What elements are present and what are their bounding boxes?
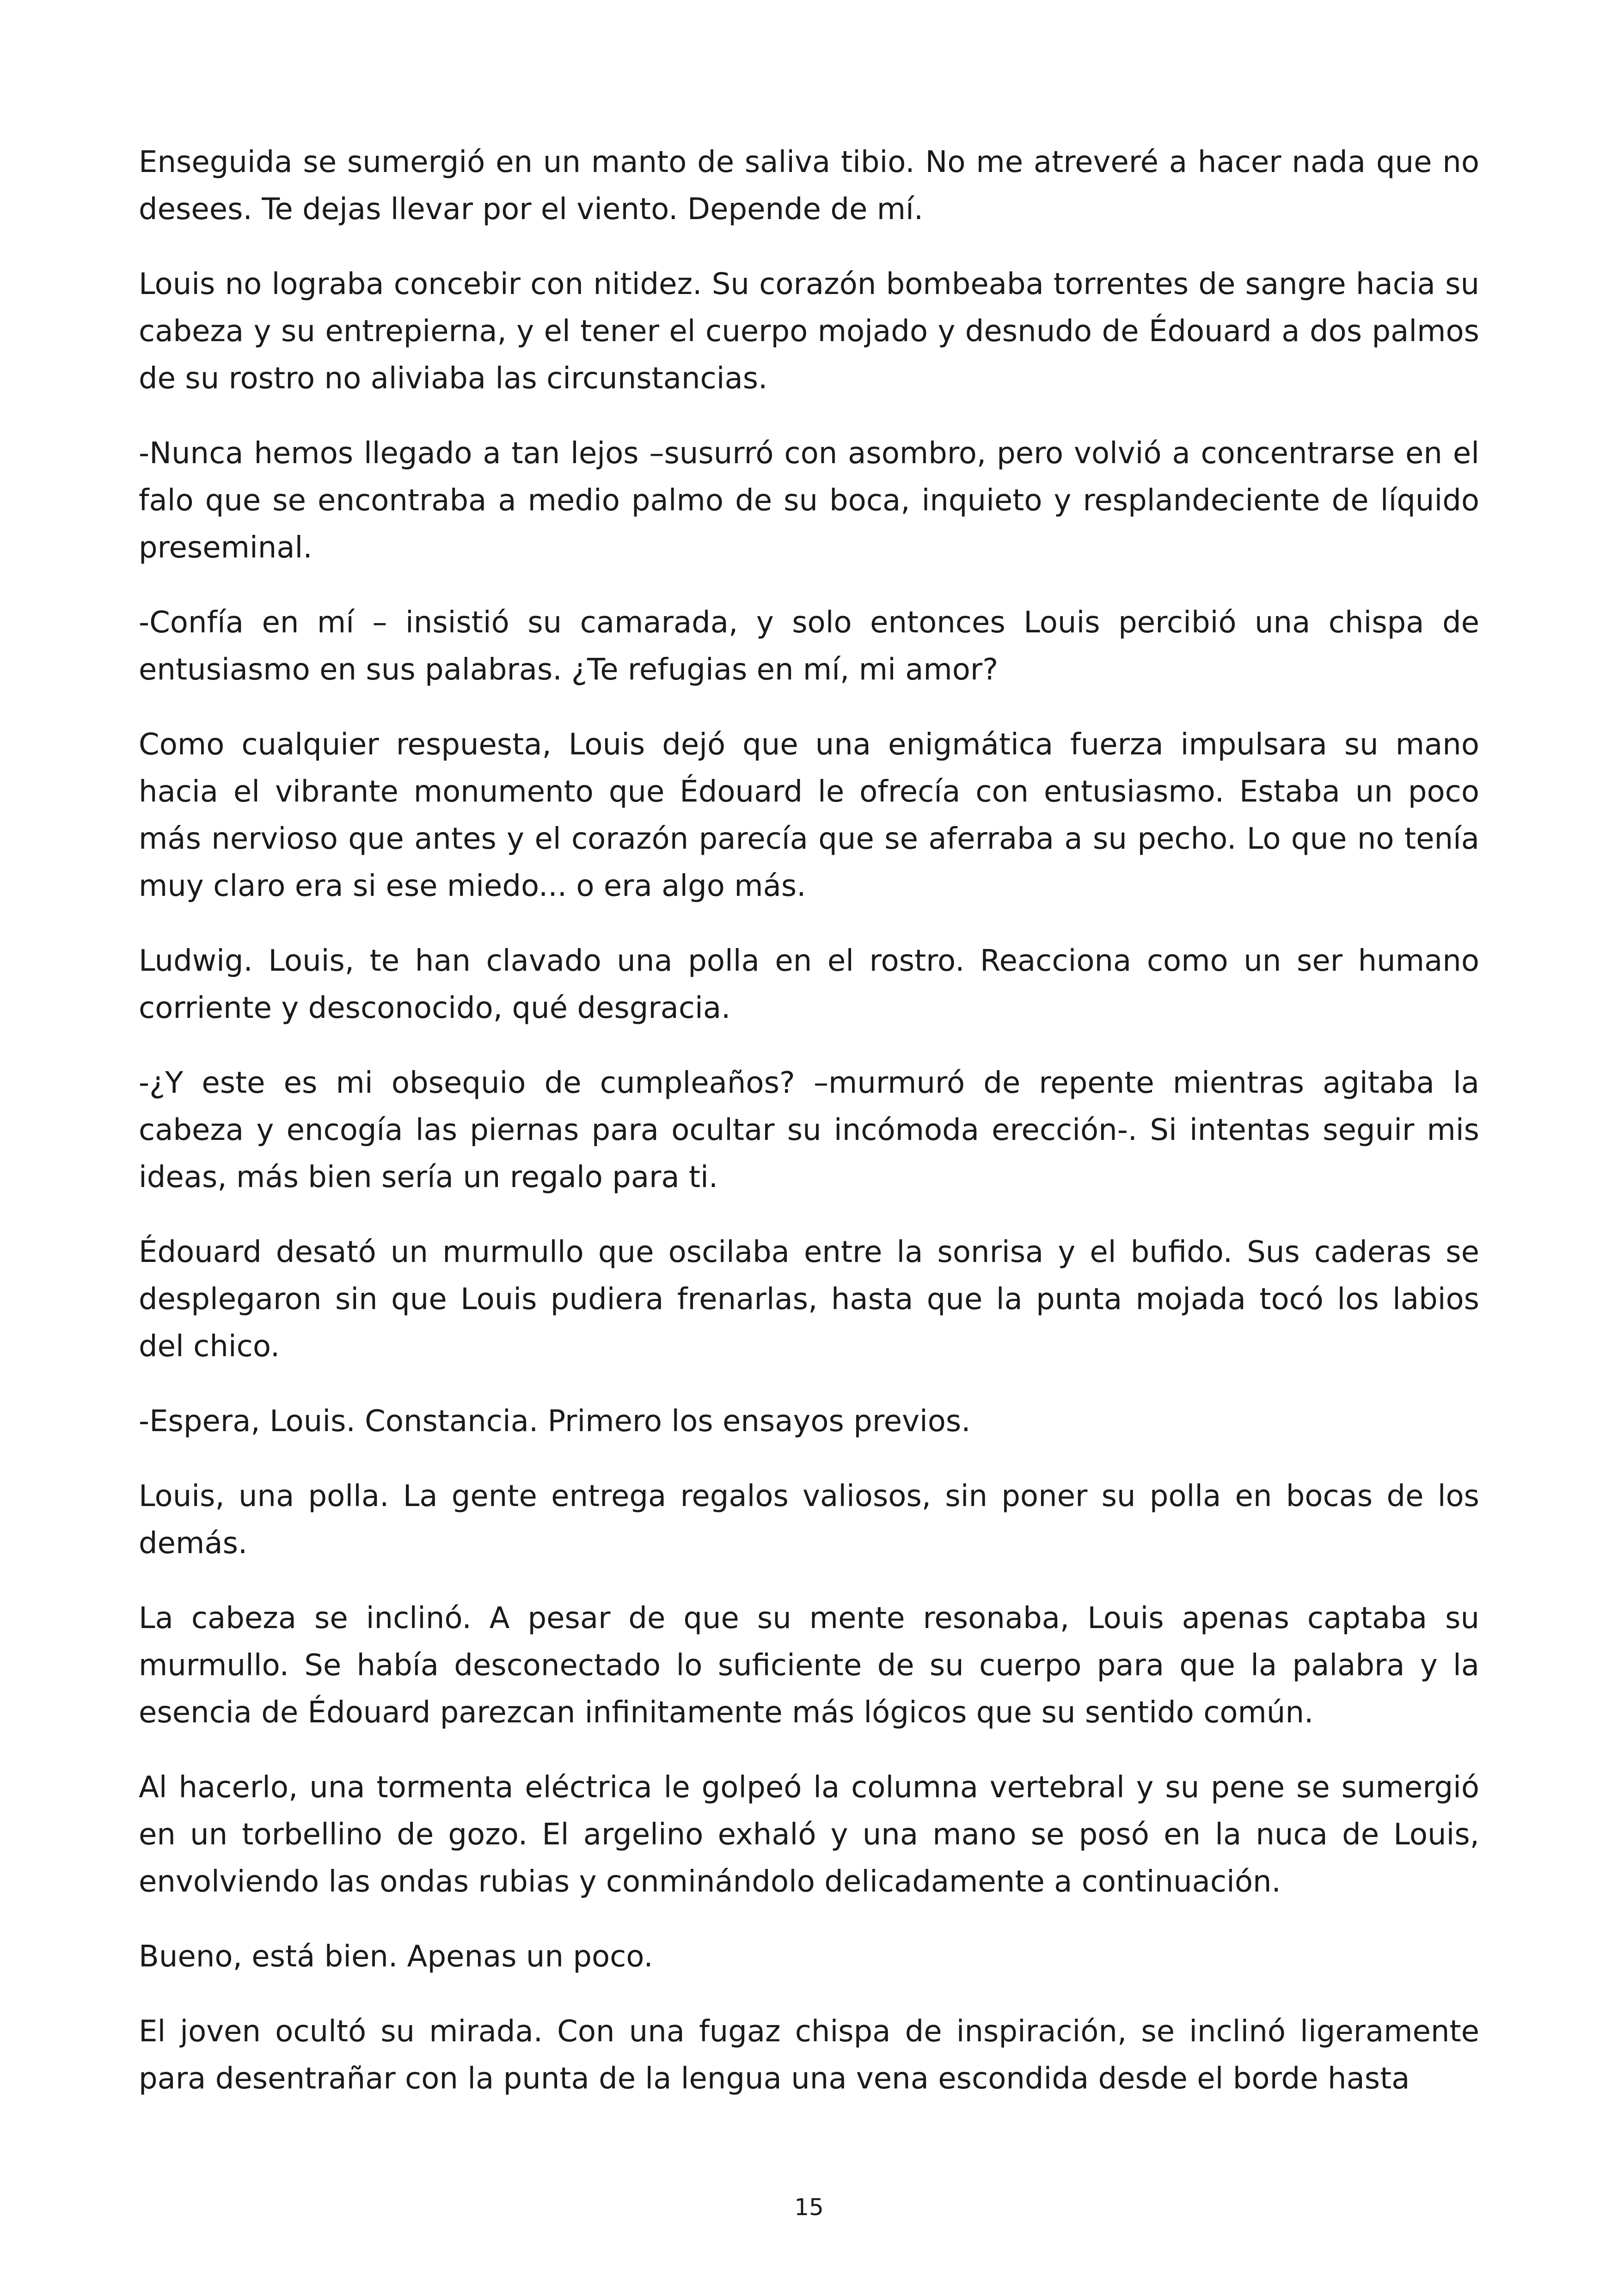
paragraph: Louis no lograba concebir con nitidez. Su corazón bombeaba torrentes de sangre hacia su cabeza y su entrepierna, y el tener el cuerpo mojado y desnudo de Édouard a dos palmos de su rostro no aliviaba las circunstancias. bbox=[139, 267, 1479, 396]
paragraph: Ludwig. Louis, te han clavado una polla en el rostro. Reacciona como un ser humano corriente y desconocido, qué desgracia. bbox=[139, 944, 1479, 1025]
paragraph: Enseguida se sumergió en un manto de saliva tibio. No me atreveré a hacer nada que no desees. Te dejas llevar por el viento. Depende de mí. bbox=[139, 145, 1479, 227]
paragraph: -Nunca hemos llegado a tan lejos –susurró con asombro, pero volvió a concentrarse en el falo que se encontraba a medio palmo de su boca, inquieto y resplandeciente de líquido preseminal. bbox=[139, 436, 1479, 565]
paragraph: Édouard desató un murmullo que oscilaba entre la sonrisa y el bufido. Sus caderas se desplegaron sin que Louis pudiera frenarlas, hasta que la punta mojada tocó los labios del chico. bbox=[139, 1235, 1479, 1364]
body-text bbox=[139, 139, 1479, 2130]
paragraph: La cabeza se inclinó. A pesar de que su mente resonaba, Louis apenas captaba su murmullo. Se había desconectado lo suficiente de su cuerpo para que la palabra y la esencia de Édouard parezcan infinitamente más lógicos que su sentido común. bbox=[139, 1601, 1479, 1730]
paragraph: Bueno, está bien. Apenas un poco. bbox=[139, 1940, 653, 1974]
page-number: 15 bbox=[794, 2194, 824, 2221]
paragraph: Louis, una polla. La gente entrega regalos valiosos, sin poner su polla en bocas de los demás. bbox=[139, 1479, 1479, 1561]
paragraph: -Espera, Louis. Constancia. Primero los ensayos previos. bbox=[139, 1404, 971, 1439]
paragraph: Como cualquier respuesta, Louis dejó que una enigmática fuerza impulsara su mano hacia el vibrante monumento que Édouard le ofrecía con entusiasmo. Estaba un poco más nervioso que antes y el corazón parecía que se aferraba a su pecho. Lo que no tenía muy claro era si ese miedo... o era algo más. bbox=[139, 728, 1479, 903]
paragraph: Al hacerlo, una tormenta eléctrica le golpeó la columna vertebral y su pene se sumergió en un torbellino de gozo. El argelino exhaló y una mano se posó en la nuca de Louis, envolviendo las ondas rubias y conminándolo delicadamente a continuación. bbox=[139, 1770, 1479, 1899]
paragraph: -Confía en mí – insistió su camarada, y solo entonces Louis percibió una chispa de entusiasmo en sus palabras. ¿Te refugias en mí, mi amor? bbox=[139, 606, 1479, 687]
paragraph: -¿Y este es mi obsequio de cumpleaños? –murmuró de repente mientras agitaba la cabeza y encogía las piernas para ocultar su incómoda erección-. Si intentas seguir mis ideas, más bien sería un regalo para ti. bbox=[139, 1066, 1479, 1194]
paragraph: El joven ocultó su mirada. Con una fugaz chispa de inspiración, se inclinó ligeramente para desentrañar con la punta de la lengua una vena escondida desde el borde hasta bbox=[139, 2014, 1479, 2096]
